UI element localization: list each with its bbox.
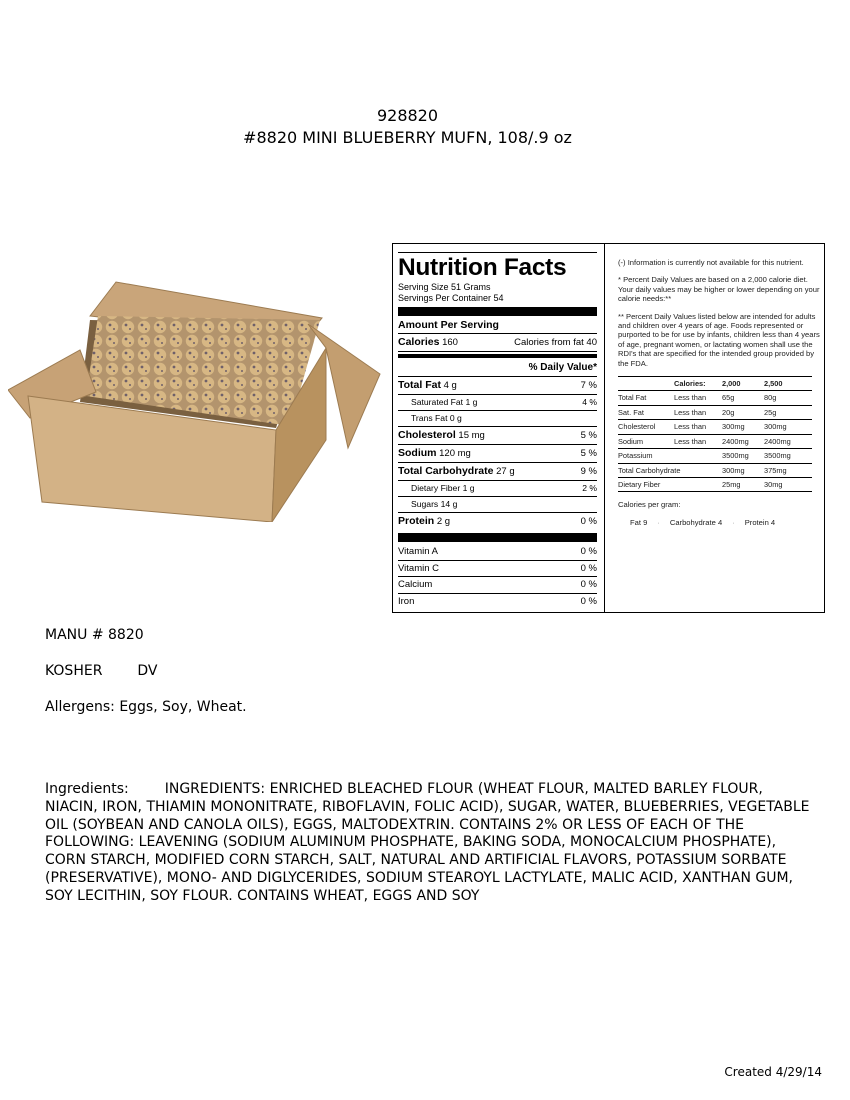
- vitamin-dv: 0 %: [580, 595, 597, 607]
- nutrient-row-trans-fat: [398, 411, 597, 427]
- product-name: #8820 MINI BLUEBERRY MUFN, 108/.9 oz: [243, 128, 572, 147]
- nutrient-row-cholesterol: [398, 427, 597, 445]
- nutrient-dv: 5 %: [580, 430, 597, 441]
- cpg-separator: ·: [732, 517, 735, 527]
- nutrient-row-sodium: [398, 445, 597, 463]
- daily-value-header: % Daily Value*: [398, 360, 597, 377]
- panel-divider: [604, 244, 605, 612]
- dv-table-row: [618, 464, 812, 478]
- nutrient-dv: 7 %: [580, 380, 597, 391]
- ingredients-text: INGREDIENTS: ENRICHED BLEACHED FLOUR (WHEAT FLOUR, MALTED BARLEY FLOUR, NIACIN, IRON, THIAMIN MONONITRATE, RIBOFLAVIN, FOLIC ACID), SUGAR, WATER, BLUEBERRIES, VEGETABLE OIL (SOYBEAN AND CANOLA OILS), EGGS, MALTODEXTRIN. CONTAINS 2% OR LESS OF EACH OF THE FOLLOWING: LEAVENING (SODIUM ALUMINUM PHOSPHATE, BAKING SODA, MONOCALCIUM PHOSPHATE), CORN STARCH, MODIFIED CORN STARCH, SALT, NATURAL AND ARTIFICIAL FLAVORS, POTASSIUM SORBATE (PRESERVATIVE), MONO- AND DIGLYCERIDES, SODIUM STEAROYL LACTYLATE, MALIC ACID, XANTHAN GUM, SOY LECITHIN, SOY FLOUR. CONTAINS WHEAT, EGGS AND SOY: [45, 781, 810, 904]
- daily-value-table: [618, 376, 812, 492]
- dv-cell: Total Fat: [618, 393, 647, 403]
- nutrient-row-protein: [398, 513, 597, 530]
- nutrient-label: Sodium: [398, 447, 437, 459]
- dv-table-row: [618, 391, 812, 405]
- vitamin-label: Vitamin A: [398, 546, 438, 557]
- cpg-fat: Fat 9: [630, 517, 648, 527]
- dv-cell: Sat. Fat: [618, 407, 644, 417]
- ingredients-label: Ingredients:: [45, 781, 129, 797]
- nutrient-label: Total Carbohydrate: [398, 465, 494, 477]
- dv-cell: 3500mg: [722, 451, 749, 461]
- nutrient-row-dietary-fiber: [398, 481, 597, 497]
- dv-table-row: [618, 478, 812, 492]
- dv-cell: [674, 449, 722, 462]
- nutrient-amount: 27 g: [496, 466, 515, 477]
- daily-value-note-2: ** Percent Daily Values listed below are intended for adults and children over 4 years of age. Foods represented or purported to be for use by infants, children less than 4 years of age, pregnant women, or lactating women shall use the RDI's that are specified for the intended group provided by the FDA.: [618, 311, 820, 368]
- product-code: 928820: [376, 106, 439, 125]
- dv-cell: 2400mg: [722, 436, 749, 446]
- dv-table-row: [618, 406, 812, 420]
- nutrient-label: Saturated Fat 1 g: [411, 397, 478, 407]
- certifications: [45, 663, 157, 679]
- vitamin-label: Vitamin C: [398, 562, 440, 574]
- dv-table-row: [618, 420, 812, 434]
- nutrient-label: Cholesterol: [398, 429, 456, 441]
- nutrient-row-saturated-fat: [398, 395, 597, 411]
- cpg-protein: Protein 4: [744, 517, 776, 527]
- nutrient-amount: 2 g: [436, 516, 451, 527]
- nutrient-amount: 120 mg: [439, 448, 471, 459]
- dv-header-cell: 2,000: [722, 379, 741, 389]
- vitamin-label: Calcium: [398, 579, 433, 590]
- nutrient-dv: 2 %: [582, 483, 597, 493]
- calories-per-gram-label: Calories per gram:: [618, 500, 681, 510]
- dv-cell: 3500mg: [764, 451, 791, 461]
- dv-cell: 300mg: [722, 465, 745, 475]
- allergens: Allergens: Eggs, Soy, Wheat.: [45, 699, 247, 715]
- dv-cell: Total Carbohydrate: [618, 465, 681, 475]
- dv-cell: 65g: [722, 393, 735, 403]
- nutrient-label: Protein: [398, 515, 435, 527]
- nutrient-label: Dietary Fiber 1 g: [411, 483, 475, 493]
- ingredients: [45, 781, 815, 906]
- dv-table-row: [618, 449, 812, 463]
- nutrient-amount: 4 g: [443, 380, 457, 391]
- dv-cell: Sodium: [618, 436, 644, 446]
- thick-divider: [398, 307, 597, 316]
- nutrient-dv: 9 %: [580, 466, 597, 477]
- calories-per-gram-values: [618, 518, 823, 527]
- dv-cell: Dietary Fiber: [618, 479, 661, 489]
- nutrient-dv: 4 %: [582, 397, 597, 407]
- dv-cell: 20g: [722, 407, 735, 417]
- daily-value-note: * Percent Daily Values are based on a 2,000 calorie diet. Your daily values may be higher or lower depending on your calorie needs:**: [618, 275, 820, 304]
- nutrient-row-total-fat: [398, 377, 597, 395]
- dv-table-header: [618, 377, 812, 391]
- calories-from-fat: Calories from fat 40: [514, 337, 597, 348]
- dv-cell: 30mg: [764, 479, 783, 489]
- nutrient-row-sugars: [398, 497, 597, 513]
- nutrient-dv: 0 %: [580, 516, 597, 527]
- vitamin-dv: 0 %: [580, 562, 597, 574]
- nutrition-facts-panel: [392, 243, 825, 613]
- calories-label: Calories: [398, 336, 440, 348]
- not-available-note: (-) Information is currently not available for this nutrient.: [618, 258, 804, 267]
- dv-header-cell: 2,500: [764, 379, 783, 389]
- nutrient-dv: 5 %: [580, 448, 597, 459]
- dv-table-row: [618, 435, 812, 449]
- nutrient-label: Trans Fat 0 g: [411, 413, 462, 423]
- nutrition-notes: [618, 258, 823, 527]
- dv-cell: Cholesterol: [618, 422, 656, 432]
- dv-cell: 2400mg: [764, 436, 791, 446]
- vitamin-row-iron: [398, 594, 597, 610]
- servings-per-container: Servings Per Container 54: [398, 293, 504, 303]
- cpg-separator: ·: [657, 517, 660, 527]
- dv-cell: 25mg: [722, 479, 741, 489]
- dv-cell: 375mg: [764, 465, 787, 475]
- dv-header-cell: Calories:: [674, 379, 706, 389]
- amount-per-serving: Amount Per Serving: [398, 318, 597, 334]
- manufacturer-number: MANU # 8820: [45, 627, 144, 643]
- nutrition-title: Nutrition Facts: [398, 252, 597, 282]
- vitamin-row-a: [398, 544, 597, 561]
- dv-cell: Less than: [674, 436, 707, 446]
- dv-cell: Less than: [674, 393, 707, 403]
- nutrient-label: Total Fat: [398, 379, 441, 391]
- serving-size: Serving Size 51 Grams: [398, 282, 491, 292]
- dv-cell: 300mg: [722, 422, 745, 432]
- dv-cell: Less than: [674, 422, 707, 432]
- calories-row: [398, 334, 597, 352]
- vitamin-label: Iron: [398, 595, 415, 607]
- cpg-carb: Carbohydrate 4: [669, 517, 723, 527]
- product-photo: [8, 278, 382, 522]
- dv-cell: 300mg: [764, 422, 787, 432]
- nutrient-row-total-carbohydrate: [398, 463, 597, 481]
- dv-cell: 80g: [764, 393, 777, 403]
- vitamin-dv: 0 %: [580, 546, 597, 557]
- dv-cell: Less than: [674, 407, 707, 417]
- vitamin-dv: 0 %: [580, 579, 597, 590]
- calories-value: 160: [442, 337, 458, 348]
- dv-cell: Potassium: [618, 451, 653, 461]
- created-date: Created 4/29/14: [724, 1065, 822, 1079]
- vitamin-row-c: [398, 561, 597, 578]
- dv-label: DV: [137, 663, 158, 679]
- nutrient-label: Sugars 14 g: [411, 499, 458, 509]
- nutrient-amount: 15 mg: [458, 430, 485, 441]
- vitamin-row-calcium: [398, 577, 597, 594]
- dv-header-cell: [618, 377, 674, 390]
- medium-divider: [398, 354, 597, 358]
- kosher-label: KOSHER: [45, 663, 103, 679]
- nutrition-facts-label: [398, 244, 597, 612]
- dv-cell: 25g: [764, 407, 777, 417]
- thick-divider: [398, 533, 597, 542]
